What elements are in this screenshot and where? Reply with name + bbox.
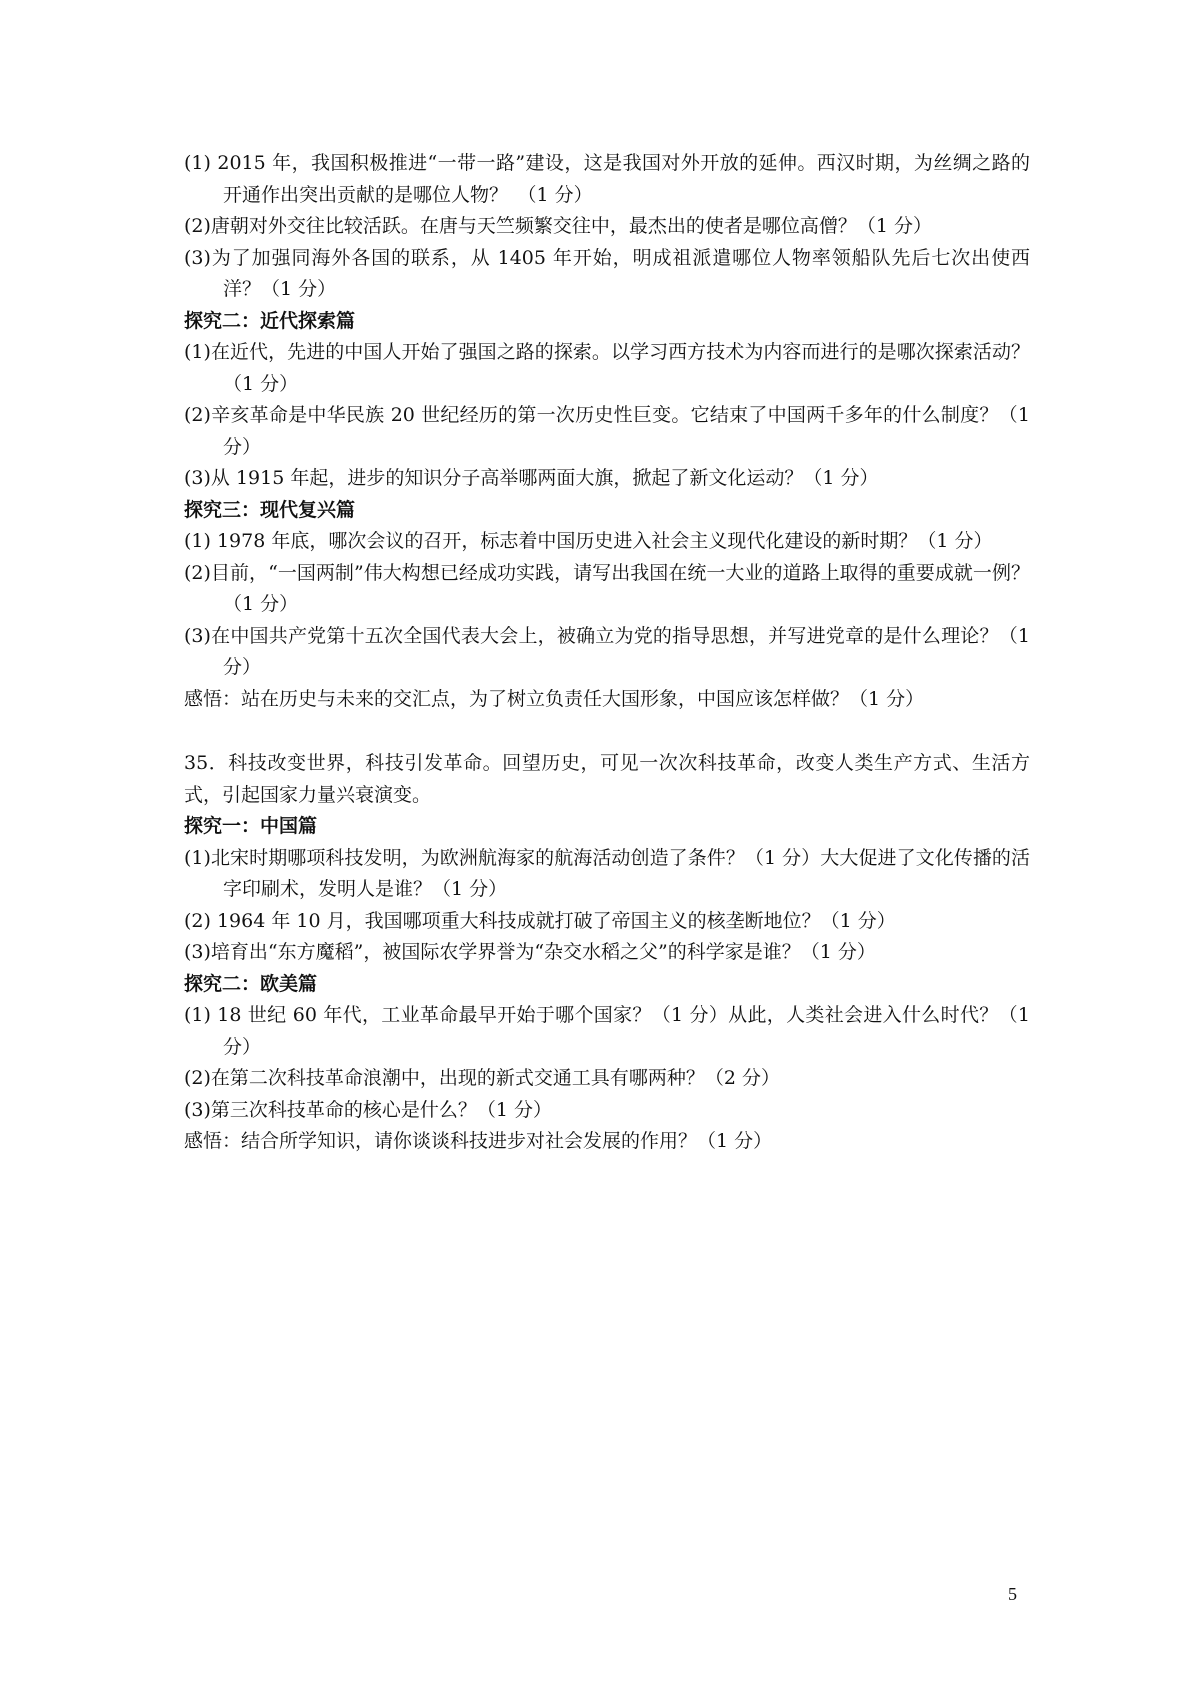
question-34-explore1-item3: (3)为了加强同海外各国的联系，从 1405 年开始，明成祖派遣哪位人物率领船队先后七次出使西洋？（1 分） [184, 246, 1030, 300]
question-35-explore1-item2: (2) 1964 年 10 月，我国哪项重大科技成就打破了帝国主义的核垄断地位？（1 分） [184, 909, 896, 932]
question-35-explore1-item3: (3)培育出“东方魔稻”，被国际农学界誉为“杂交水稻之父”的科学家是谁？（1 分） [184, 941, 876, 963]
question-35-explore1-item1: (1)北宋时期哪项科技发明，为欧洲航海家的航海活动创造了条件？（1 分）大大促进了文化传播的活字印刷术，发明人是谁？（1 分） [184, 846, 1030, 900]
page-number: 5 [1008, 1584, 1017, 1604]
question-34-explore3-item3: (3)在中国共产党第十五次全国代表大会上，被确立为党的指导思想，并写进党章的是什么理论？（1 分） [184, 624, 1030, 678]
section-heading-europe-america: 探究二：欧美篇 [184, 972, 318, 995]
exam-page-content [184, 148, 1030, 1158]
question-34-reflection: 感悟：站在历史与未来的交汇点，为了树立负责任大国形象，中国应该怎样做？（1 分） [184, 687, 925, 710]
section-heading-china: 探究一：中国篇 [184, 815, 318, 837]
section-heading-contemporary-revival: 探究三：现代复兴篇 [184, 498, 356, 521]
section-heading-modern-exploration: 探究二：近代探索篇 [184, 309, 356, 332]
question-35-explore2-item1: (1) 18 世纪 60 年代，工业革命最早开始于哪个国家？（1 分）从此，人类社会进入什么时代？（1 分） [184, 1004, 1030, 1058]
question-34-explore2-item1: (1)在近代，先进的中国人开始了强国之路的探索。以学习西方技术为内容而进行的是哪次探索活动？（1 分） [184, 341, 1030, 395]
question-34-explore3-item1: (1) 1978 年底，哪次会议的召开，标志着中国历史进入社会主义现代化建设的新时期？（1 分） [184, 530, 993, 552]
question-spacer [184, 715, 1030, 748]
question-35-reflection: 感悟：结合所学知识，请你谈谈科技进步对社会发展的作用？（1 分） [184, 1130, 773, 1152]
question-34-explore1-item1: (1) 2015 年，我国积极推进“一带一路”建设，这是我国对外开放的延伸。西汉时期，为丝绸之路的开通作出突出贡献的是哪位人物？ （1 分） [184, 152, 1030, 206]
question-35-explore2-item2: (2)在第二次科技革命浪潮中，出现的新式交通工具有哪两种？（2 分） [184, 1067, 781, 1089]
question-35-intro: 35．科技改变世界，科技引发革命。回望历史，可见一次次科技革命，改变人类生产方式、生活方式，引起国家力量兴衰演变。 [184, 752, 1030, 806]
question-34-explore2-item2: (2)辛亥革命是中华民族 20 世纪经历的第一次历史性巨变。它结束了中国两千多年的什么制度？（1 分） [184, 404, 1030, 458]
question-34-explore1-item2: (2)唐朝对外交往比较活跃。在唐与天竺频繁交往中，最杰出的使者是哪位高僧？（1 分） [184, 215, 933, 237]
question-34-explore2-item3: (3)从 1915 年起，进步的知识分子高举哪两面大旗，掀起了新文化运动？（1 分） [184, 467, 879, 489]
question-35-explore2-item3: (3)第三次科技革命的核心是什么？（1 分） [184, 1098, 553, 1121]
question-34-explore3-item2: (2)目前，“一国两制”伟大构想已经成功实践，请写出我国在统一大业的道路上取得的重要成就一例？（1 分） [184, 561, 1030, 615]
